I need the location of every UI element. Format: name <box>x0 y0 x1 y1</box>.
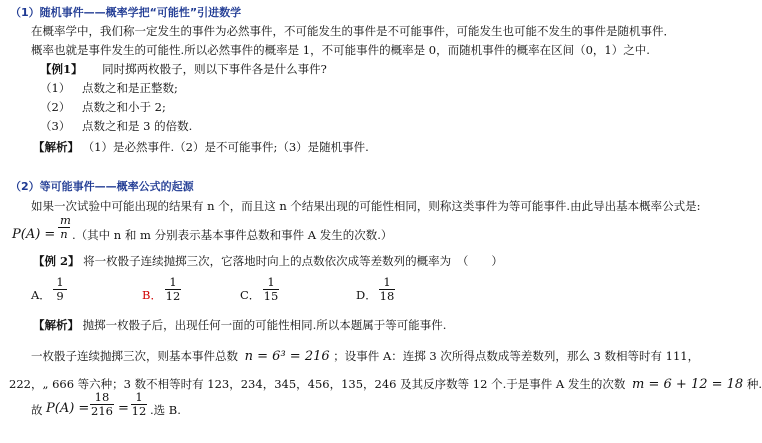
option-b-fraction <box>165 276 181 303</box>
option-d-fraction <box>379 276 395 303</box>
option-a-fraction <box>53 276 67 303</box>
denominator: 12 <box>131 404 147 418</box>
final-suffix: .选 B. <box>150 403 181 417</box>
paragraph: 如果一次试验中可能出现的结果有 n 个，而且这 n 个结果出现的可能性相同，则称这类事件为等可能事件.由此导出基本概率公式是: <box>31 199 701 213</box>
example2 <box>33 254 503 268</box>
formula-numerator: m <box>60 213 71 227</box>
section1-heading: （1）随机事件——概率学把“可能性”引进数学 <box>10 6 242 19</box>
item-number: （1） <box>40 81 71 95</box>
example-tag: 【例 2】 <box>33 254 80 268</box>
option-c <box>240 288 260 302</box>
final-fraction-1 <box>90 391 114 418</box>
denominator: 15 <box>263 289 279 303</box>
example-text: 将一枚骰子连续抛掷三次，它落地时向上的点数依次成等差数列的概率为 （ ） <box>83 254 503 268</box>
numerator: 1 <box>56 275 64 289</box>
denominator: 216 <box>91 404 113 418</box>
paragraph: 在概率学中，我们称一定发生的事件为必然事件，不可能发生的事件是不可能事件，可能发生也可能不发生的事件是随机事件． <box>31 24 675 38</box>
option-a <box>31 288 51 302</box>
equals-sign: = <box>118 401 129 416</box>
item-text: 点数之和小于 2; <box>82 100 166 114</box>
final-fraction-2 <box>131 391 147 418</box>
denominator: 9 <box>56 289 64 303</box>
equation-m: m = 6 + 12 = 18 <box>632 377 744 392</box>
formula-lhs: P(A) = <box>12 227 56 242</box>
option-c-fraction <box>263 276 279 303</box>
solution-line <box>31 349 699 364</box>
text: 222，„ 666 等六种；3 数不相等时有 123，234，345，456，135，246 及其反序数等 12 个.于是事件 A 发生的次数 <box>9 377 626 391</box>
solution-text: 抛掷一枚骰子后，出现任何一面的可能性相同.所以本题属于等可能事件. <box>82 318 447 332</box>
option-label: B． <box>142 288 162 302</box>
final-prefix: 故 <box>31 403 43 417</box>
text: 一枚骰子连续抛掷三次，则基本事件总数 <box>31 349 238 363</box>
solution-tag: 【解析】 <box>33 318 79 332</box>
item-number: （2） <box>40 100 71 114</box>
final-lhs: P(A) = <box>46 401 90 416</box>
section2-heading: （2）等可能事件——概率公式的起源 <box>10 180 194 193</box>
list-item <box>40 100 166 114</box>
item-text: 点数之和是 3 的倍数. <box>82 119 193 133</box>
numerator: 18 <box>94 390 110 404</box>
solution1 <box>33 140 369 154</box>
solution2 <box>33 318 446 332</box>
numerator: 1 <box>383 275 391 289</box>
paragraph: 概率也就是事件发生的可能性.所以必然事件的概率是 1，不可能事件的概率是 0，而随机事件的概率在区间（0，1）之中. <box>31 43 650 57</box>
formula-fraction <box>58 214 70 241</box>
solution-line <box>9 377 762 392</box>
text: ；设事件 A：连掷 3 次所得点数成等差数列，那么 3 数相等时有 111， <box>333 349 700 363</box>
option-label: D． <box>356 288 377 302</box>
solution-text: （1）是必然事件.（2）是不可能事件;（3）是随机事件. <box>82 140 369 154</box>
denominator: 18 <box>379 289 395 303</box>
text: 种. <box>746 377 762 391</box>
option-d <box>356 288 377 302</box>
equation-n: n = 6³ = 216 <box>244 349 330 364</box>
example1 <box>40 62 327 76</box>
numerator: 1 <box>169 275 177 289</box>
solution-tag: 【解析】 <box>33 140 79 154</box>
denominator: 12 <box>165 289 181 303</box>
formula-note: .（其中 n 和 m 分别表示基本事件总数和事件 A 发生的次数.） <box>72 228 393 242</box>
option-b <box>142 288 162 302</box>
formula-denominator: n <box>60 227 68 241</box>
example-text: 同时掷两枚骰子，则以下事件各是什么事件? <box>102 62 327 76</box>
option-label: A． <box>31 288 51 302</box>
list-item <box>40 81 178 95</box>
numerator: 1 <box>267 275 275 289</box>
item-number: （3） <box>40 119 71 133</box>
numerator: 1 <box>135 390 143 404</box>
option-label: C． <box>240 288 261 302</box>
item-text: 点数之和是正整数; <box>82 81 178 95</box>
list-item <box>40 119 193 133</box>
example-tag: 【例1】 <box>40 62 83 76</box>
